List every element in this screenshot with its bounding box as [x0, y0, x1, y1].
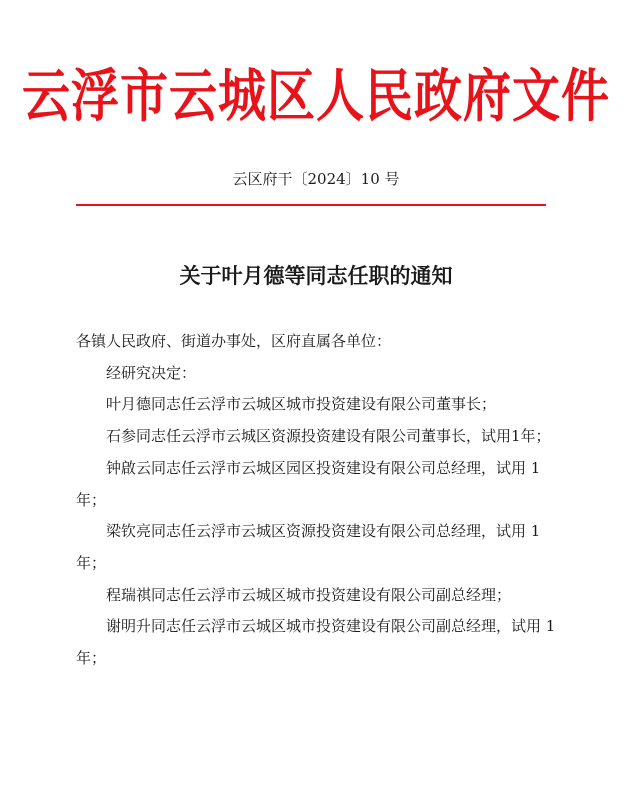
red-separator-line: [76, 204, 546, 206]
notice-title: 关于叶月德等同志任职的通知: [179, 263, 453, 288]
document-masthead: 云浮市云城区人民政府文件: [21, 63, 610, 130]
paragraph-appointment: 钟啟云同志任云浮市云城区园区投资建设有限公司总经理，试用 1 年；: [76, 458, 541, 509]
paragraph-appointment: 谢明升同志任云浮市云城区城市投资建设有限公司副总经理，试用 1 年；: [76, 617, 556, 668]
paragraph-decision-intro: 经研究决定：: [106, 363, 197, 382]
document-number: 云区府干〔2024〕10 号: [232, 170, 400, 188]
paragraph-appointment: 石参同志任云浮市云城区资源投资建设有限公司董事长，试用1年；: [106, 427, 551, 446]
paragraph-appointment: 叶月德同志任云浮市云城区城市投资建设有限公司董事长；: [106, 395, 497, 414]
paragraph-appointment: 程瑞祺同志任云浮市云城区城市投资建设有限公司副总经理；: [106, 585, 512, 604]
paragraph-appointment: 梁钦亮同志任云浮市云城区资源投资建设有限公司总经理，试用 1 年；: [76, 522, 541, 572]
notice-body: [76, 326, 560, 675]
salutation: 各镇人民政府、街道办事处，区府直属各单位：: [76, 332, 392, 350]
